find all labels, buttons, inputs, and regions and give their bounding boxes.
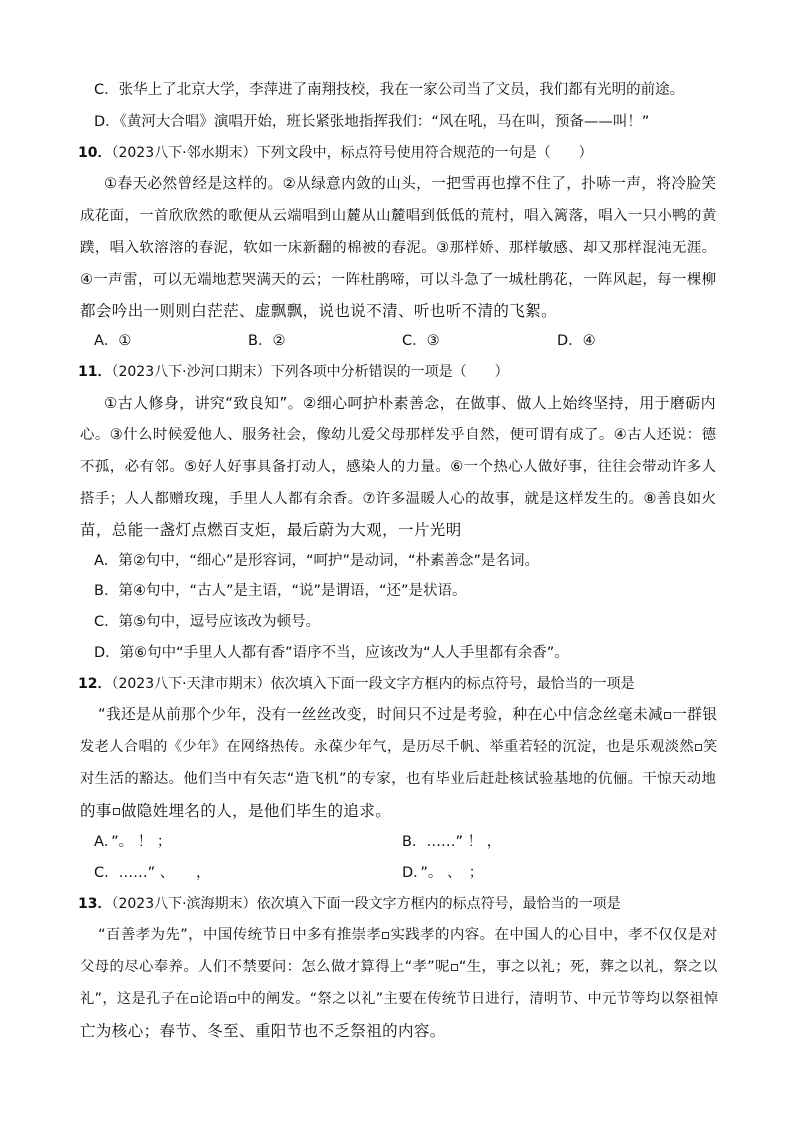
q13-passage-text: 礼”，这是孔子在 [80,991,190,1007]
q10-source: （2023八下·邻水期末） [111,145,257,161]
q11-passage-line: 搭手；人人都赠玫瑰，手里人人都有余香。⑦许多温暖人心的故事，就是这样发生的。⑧善良如火 [80,491,717,507]
q11-option-d[interactable]: D．第⑥句中“手里人人都有香”语序不当，应该改为“人人手里都有余香”。 [94,645,569,661]
q9-option-c: C．张华上了北京大学，李萍进了南翔技校，我在一家公司当了文员，我们都有光明的前途。 [94,82,685,98]
blank-box [664,712,671,719]
blank-box [382,932,389,939]
q10-option-d[interactable]: D．④ [557,333,596,349]
q13-source: （2023八下·滨海期末） [111,896,257,912]
q13-passage-text: 实践孝的内容。在中国人的心目中，孝不仅仅是对 [390,927,718,943]
q9-option-d: D．《黄河大合唱》演唱开始，班长紧张地指挥我们：“风在吼，马在叫，预备——叫！” [94,114,650,130]
q13-header [78,894,621,914]
q13-passage-text: “百善孝为先”，中国传统节日中多有推崇孝 [98,927,382,943]
q11-option-c[interactable]: C．第⑤句中，逗号应该改为顿号。 [94,614,321,630]
q11-passage-line: ①古人修身，讲究“致良知”。②细心呵护朴素善念，在做事、做人上始终坚持，用于磨砺内 [104,394,716,412]
q10-passage-line: 成花面，一首欣欣然的歌便从云端唱到山麓从山麓唱到低低的荒村，唱入篱落，唱入一只小鸭的黄 [80,208,717,224]
q12-passage-line: 对生活的豁达。他们当中有矢志“造飞机”的专家，也有毕业后赶赴核试验基地的伉俪。干惊天动地 [80,771,717,787]
blank-box [113,808,120,815]
q12-stem: 依次填入下面一段文字方框内的标点符号，最恰当的一项是 [270,676,635,692]
q11-passage-line: 苗，总能一盏灯点燃百支炬，最后蔚为大观，一片光明 [80,521,462,539]
q12-header [78,674,635,694]
q12-passage-text: 发老人合唱的《少年》在网络热传。永葆少年气，是历尽千帆、举重若轻的沉淀，也是乐观淡然 [80,739,694,755]
blank-box [229,996,236,1003]
q13-number: 13． [78,896,112,912]
blank-box [451,964,458,971]
q13-passage-text: 论语 [198,991,228,1007]
q12-source: （2023八下·天津市期末） [111,676,271,692]
q12-number: 12． [78,676,112,692]
q12-option-c[interactable]: C．……” 、 ， [94,865,211,881]
q10-option-c[interactable]: C．③ [402,333,440,349]
q13-passage-line [80,957,718,977]
q12-passage-text: “我还是从前那个少年，没有一丝丝改变，时间只不过是考验，种在心中信念丝毫未减 [98,706,664,723]
q12-passage-text: 的事 [80,802,112,820]
q12-option-b[interactable]: B．……” ！ ， [402,834,502,850]
blank-box [695,744,702,751]
q10-passage-line: ④一声雷，可以无端地惹哭满天的云；一阵杜鹃啼，可以斗急了一城杜鹃花，一阵风起，每一棵柳 [80,272,717,288]
q13-passage-line [80,989,719,1009]
q13-stem: 依次填入下面一段文字方框内的标点符号，最恰当的一项是 [256,896,621,912]
q11-number: 11． [78,364,112,380]
q12-option-d[interactable]: D．”。 、 ； [402,865,484,881]
q10-option-a[interactable]: A．① [94,333,132,349]
q10-passage-line: 都会吟出一则则白茫茫、虚飘飘，说也说不清、听也听不清的飞絮。 [80,302,558,320]
q11-option-b[interactable]: B．第④句中，“古人”是主语，“说”是谓语，“还”是状语。 [94,583,467,599]
q10-number: 10． [78,145,112,161]
q12-passage-text: 做隐姓埋名的人，是他们毕生的追求。 [120,802,392,820]
q11-option-a[interactable]: A．第②句中，“细心”是形容词，“呵护”是动词，“朴素善念”是名词。 [94,553,539,569]
blank-box [191,996,198,1003]
q11-source: （2023八下·沙河口期末） [111,364,271,380]
q11-stem: 下列各项中分析错误的一项是（ ） [270,364,509,380]
q13-passage-line [98,925,718,945]
q12-option-a[interactable]: A．”。 ！ ； [94,834,172,850]
q11-header [78,362,509,382]
q13-passage-text: 父母的尽心奉养。人们不禁要问：怎么做才算得上“孝”呢 [80,959,450,975]
q12-passage-line [98,705,717,725]
q12-passage-text: 一群银 [672,706,718,723]
q13-passage-text: 中的阐发。“祭之以礼”主要在传统节日进行，清明节、中元节等均以祭祖悼 [236,991,719,1007]
q11-passage-line: 心。③什么时候爱他人、服务社会，像幼儿爱父母那样发乎自然，便可谓有成了。④古人还说：德 [80,427,717,443]
q12-passage-text: 笑 [703,739,718,755]
q13-passage-text: “生，事之以礼；死，葬之以礼，祭之以 [458,959,718,975]
q13-passage-line: 亡为核心；春节、冬至、重阳节也不乏祭祖的内容。 [80,1022,446,1040]
q12-passage-line [80,737,718,757]
q10-passage-line: 蹼，唱入软溶溶的春泥，软如一床新翻的棉被的春泥。③那样娇、那样敏感、却又那样混沌无涯。 [80,240,717,256]
q10-option-b[interactable]: B．② [248,333,286,349]
q10-stem: 下列文段中，标点符号使用符合规范的一句是（ ） [256,145,593,161]
q10-header [78,143,593,163]
q12-passage-line [80,801,391,821]
q11-passage-line: 不孤，必有邻。⑤好人好事具备打动人，感染人的力量。⑥一个热心人做好事，往往会带动许多人 [80,459,717,475]
q10-passage-line: ①春天必然曾经是这样的。②从绿意内敛的山头，一把雪再也撑不住了，扑哧一声，将冷脸笑 [104,175,717,192]
